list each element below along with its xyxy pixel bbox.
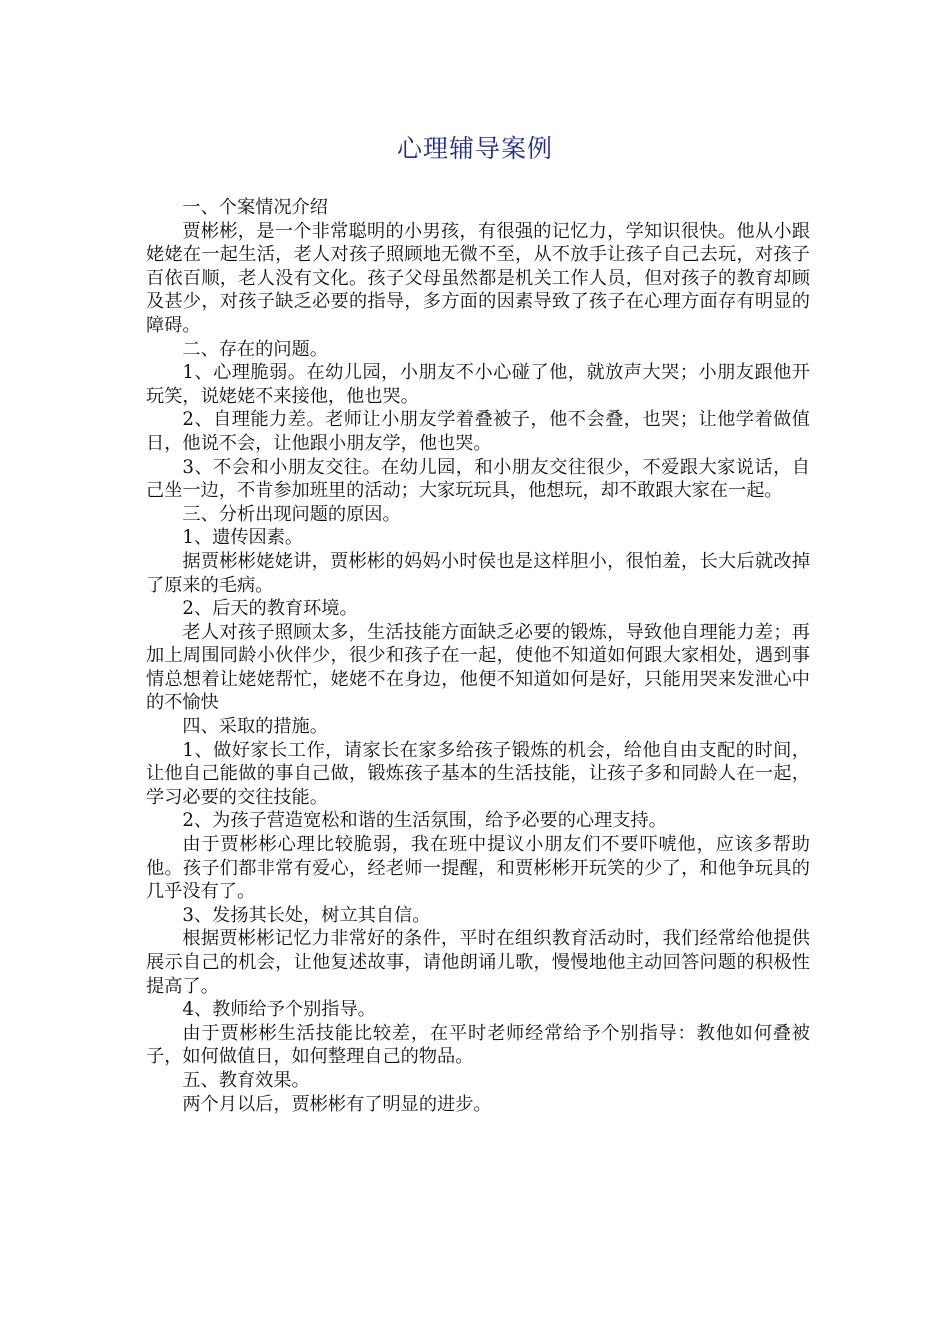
section-heading-causes: 三、分析出现问题的原因。 — [182, 503, 401, 525]
section-heading-effects: 五、教育效果。 — [182, 1069, 310, 1091]
paragraph-case-intro: 贾彬彬，是一个非常聪明的小男孩，有很强的记忆力，学知识很快。他从小跟姥姥在一起生活，老人对孩子照顾地无微不至，从不放手让孩子自己去玩，对孩子百依百顺，老人没有文化。孩子父母虽然都是机关工作人员，但对孩子的教育却顾及甚少，对孩子缺乏必要的指导，多方面的因素导致了孩子在心理方面存有明显的障碍。 — [146, 220, 810, 336]
section-heading-problems: 二、存在的问题。 — [182, 338, 328, 360]
subheading-cause-1: 1、遗传因素。 — [182, 527, 304, 549]
paragraph-cause-2: 老人对孩子照顾太多，生活技能方面缺乏必要的锻炼，导致他自理能力差；再加上周围同龄小伙伴少，很少和孩子在一起，使他不知道如何跟大家相处，遇到事情总想着让姥姥帮忙，姥姥不在身边，他便不知道如何是好，只能用哭来发泄心中的不愉快 — [146, 621, 810, 714]
paragraph-measure-4: 由于贾彬彬生活技能比较差，在平时老师经常给予个别指导：教他如何叠被子，如何做值日，如何整理自己的物品。 — [146, 1022, 810, 1068]
paragraph-measure-3: 根据贾彬彬记忆力非常好的条件，平时在组织教育活动时，我们经常给他提供展示自己的机会，让他复述故事，请他朗诵儿歌，慢慢地他主动回答问题的积极性提高了。 — [146, 928, 810, 997]
paragraph-problem-1: 1、心理脆弱。在幼儿园，小朋友不小心碰了他，就放声大哭；小朋友跟他开玩笑，说姥姥不来接他，他也哭。 — [146, 362, 810, 407]
document-body — [146, 196, 810, 1116]
paragraph-cause-1: 据贾彬彬姥姥讲，贾彬彬的妈妈小时侯也是这样胆小，很怕羞，长大后就改掉了原来的毛病。 — [146, 550, 810, 596]
paragraph-effects: 两个月以后，贾彬彬有了明显的进步。 — [182, 1093, 492, 1115]
paragraph-measure-2: 由于贾彬彬心理比较脆弱，我在班中提议小朋友们不要吓唬他，应该多帮助他。孩子们都非常有爱心，经老师一提醒，和贾彬彬开玩笑的少了，和他争玩具的几乎没有了。 — [146, 834, 810, 903]
paragraph-problem-2: 2、自理能力差。老师让小朋友学着叠被子，他不会叠，也哭；让他学着做值日，他说不会，让他跟小朋友学，他也哭。 — [146, 409, 810, 454]
subheading-measure-2: 2、为孩子营造宽松和谐的生活氛围，给予必要的心理支持。 — [182, 810, 667, 832]
subheading-measure-3: 3、发扬其长处，树立其自信。 — [182, 904, 431, 926]
section-heading-case-intro: 一、个案情况介绍 — [182, 197, 328, 218]
subheading-cause-2: 2、后天的教育环境。 — [182, 598, 358, 620]
subheading-measure-4: 4、教师给予个别指导。 — [182, 999, 376, 1021]
section-heading-measures: 四、采取的措施。 — [182, 716, 328, 738]
paragraph-problem-3: 3、不会和小朋友交往。在幼儿园，和小朋友交往很少，不爱跟大家说话，自己坐一边，不肯参加班里的活动；大家玩玩具，他想玩，却不敢跟大家在一起。 — [146, 456, 810, 502]
paragraph-measure-1: 1、做好家长工作，请家长在家多给孩子锻炼的机会，给他自由支配的时间，让他自己能做的事自己做，锻炼孩子基本的生活技能，让孩子多和同龄人在一起，学习必要的交往技能。 — [146, 739, 810, 808]
document-title: 心理辅导案例 — [396, 134, 553, 163]
